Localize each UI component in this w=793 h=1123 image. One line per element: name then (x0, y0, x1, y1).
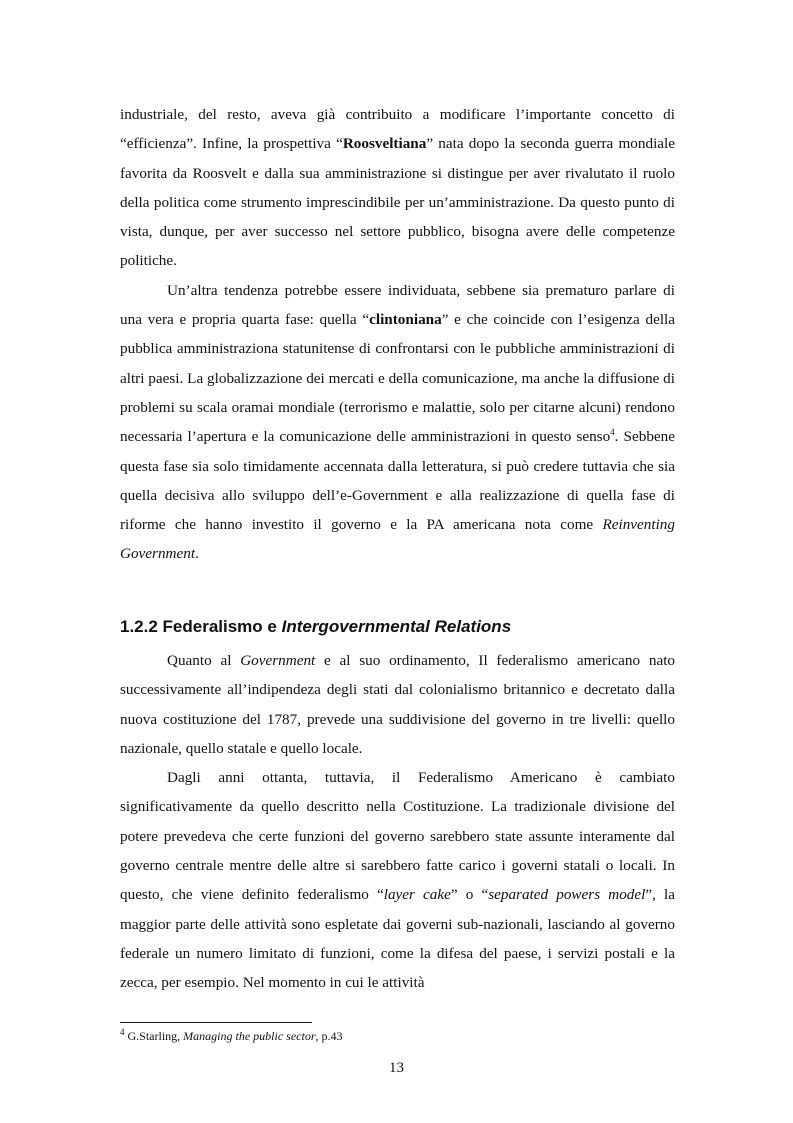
text-run: Dagli anni ottanta, tuttavia, il Federalismo Americano è cambiato significativamente da quello descritto nella Costituzione. La tradizionale divisione del potere prevedeva che certe funzioni del governo sarebbero state assunte interamente dal governo centrale mentre delle altre si sarebbero fatte carico i governi statali o locali. In questo, che viene definito federalismo “ (120, 769, 675, 904)
text-run: ” e che coincide con l’esigenza della pubblica amministraziona statunitense di confrontarsi con le pubbliche amministrazioni di altri paesi. La globalizzazione dei mercati e della comunicazione, ma anche la diffusione di problemi su scala oramai mondiale (terrorismo e malattie, solo per citarne alcuni) rendono necessaria l’apertura e la comunicazione delle amministrazioni in questo senso (120, 311, 675, 446)
text-run: ” nata dopo la seconda guerra mondiale favorita da Roosvelt e dalla sua amministrazione si distingue per aver rivalutato il ruolo della politica come strumento imprescindibile per un’amministrazione. Da questo punto di vista, dunque, per aver successo nel settore pubblico, bisogna avere delle competenze politiche. (120, 135, 675, 270)
italic-term: Government (240, 652, 316, 669)
text-run: . Sebbene questa fase sia solo timidamente accennata dalla letteratura, si può credere tuttavia che sia quella decisiva allo sviluppo dell’e-Government e alla realizzazione di quella fase di riforme che hanno investito il governo e la PA americana nota come (120, 428, 675, 534)
paragraph-3 (120, 646, 675, 763)
footnote-title: Managing the public sector (183, 1029, 316, 1043)
italic-term: Reinventing Government (120, 516, 675, 563)
page-number: 13 (389, 1060, 404, 1076)
text-run: ” o “ (450, 886, 489, 904)
italic-term: separated powers model (488, 886, 646, 904)
body-text-bottom (120, 646, 675, 998)
text-run: industriale, del resto, aveva già contribuito a modificare l’importante concetto di “efficienza”. Infine, la prospettiva “ (120, 106, 675, 153)
section-heading-italic: Intergovernmental Relations (281, 617, 512, 636)
body-text-top (120, 100, 675, 569)
footnote-divider (120, 1022, 312, 1023)
paragraph-4 (120, 763, 675, 997)
text-run: Un’altra tendenza potrebbe essere individuata, sebbene sia prematuro parlare di una vera e propria quarta fase: quella “ (120, 281, 675, 329)
bold-term: clintoniana (369, 311, 442, 329)
footnote-marker: 4 (120, 1027, 125, 1037)
bold-term: Roosveltiana (342, 135, 427, 153)
footnote-reference: 4 (610, 427, 615, 438)
italic-term: layer cake (383, 886, 451, 904)
paragraph-1 (120, 100, 675, 276)
footnote-page: , p.43 (315, 1029, 343, 1043)
text-run: e al suo ordinamento, Il federalismo americano nato successivamente all’indipendeza degli stati dal colonialismo britannico e decretato dalla nuova costituzione del 1787, prevede una suddivisione del governo in tre livelli: quello nazionale, quello statale e quello locale. (120, 652, 676, 757)
text-run: Quanto al (167, 652, 241, 669)
paragraph-2 (120, 276, 675, 569)
section-heading (120, 615, 675, 639)
footnote (120, 1028, 675, 1044)
text-run: ”, la maggior parte delle attività sono espletate dai governi sub-nazionali, lasciando al governo federale un numero limitato di funzioni, come la difesa del paese, i servizi postali e la zecca, per esempio. Nel momento in cui le attività (120, 886, 675, 992)
footnote-author: G.Starling, (124, 1029, 184, 1043)
text-run: . (195, 545, 199, 563)
section-heading-number: 1.2.2 Federalismo e (120, 617, 282, 636)
